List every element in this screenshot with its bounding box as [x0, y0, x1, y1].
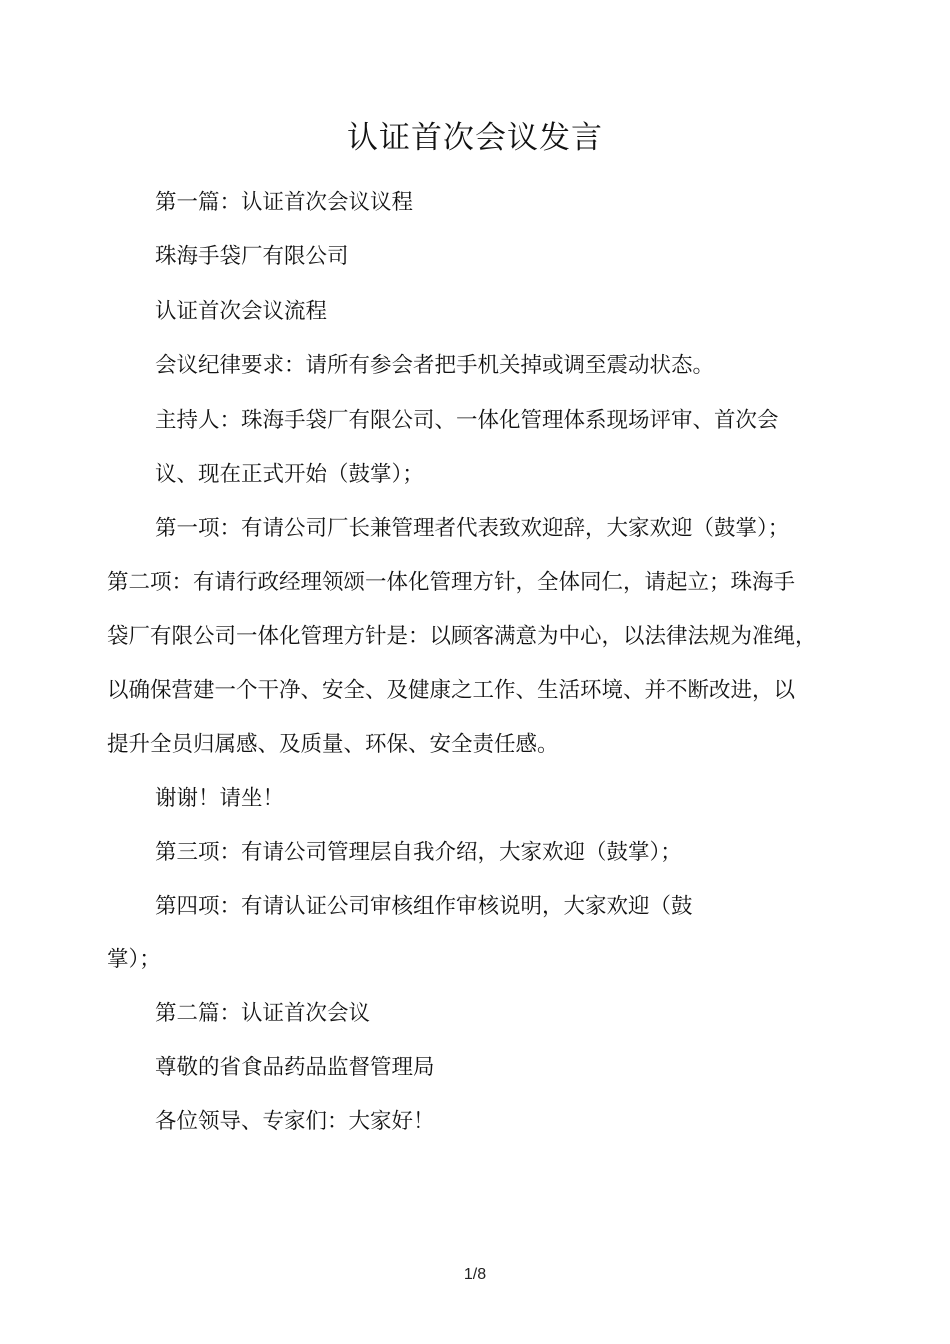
host-line: 主持人：珠海手袋厂有限公司、一体化管理体系现场评审、首次会	[155, 408, 779, 433]
company-name: 珠海手袋厂有限公司	[155, 244, 349, 269]
document-title: 认证首次会议发言	[347, 120, 603, 156]
page-number: 1/8	[463, 1266, 487, 1283]
section-heading-2: 第二篇：认证首次会议	[155, 1001, 371, 1026]
item-2-line-cont-3: 提升全员归属感、及质量、环保、安全责任感。	[107, 732, 559, 757]
thanks-line: 谢谢！请坐！	[155, 786, 285, 811]
item-2-line-cont-1: 袋厂有限公司一体化管理方针是：以顾客满意为中心，以法律法规为准绳，	[107, 624, 817, 649]
discipline-line: 会议纪律要求：请所有参会者把手机关掉或调至震动状态。	[155, 353, 715, 378]
host-line-cont: 议、现在正式开始（鼓掌）；	[155, 462, 424, 487]
item-2-line: 第二项：有请行政经理领颂一体化管理方针，全体同仁，请起立；珠海手	[107, 570, 796, 595]
flow-heading: 认证首次会议流程	[155, 299, 328, 324]
item-1-line: 第一项：有请公司厂长兼管理者代表致欢迎辞，大家欢迎（鼓掌）；	[155, 516, 790, 541]
item-4-line: 第四项：有请认证公司审核组作审核说明，大家欢迎（鼓	[155, 894, 693, 919]
section-heading-1: 第一篇：认证首次会议议程	[155, 190, 414, 215]
item-4-line-cont: 掌）；	[107, 947, 161, 972]
salutation-line-1: 尊敬的省食品药品监督管理局	[155, 1055, 435, 1080]
item-2-line-cont-2: 以确保营建一个干净、安全、及健康之工作、生活环境、并不断改进，以	[107, 678, 796, 703]
salutation-line-2: 各位领导、专家们：大家好！	[155, 1109, 435, 1134]
item-3-line: 第三项：有请公司管理层自我介绍，大家欢迎（鼓掌）；	[155, 840, 682, 865]
